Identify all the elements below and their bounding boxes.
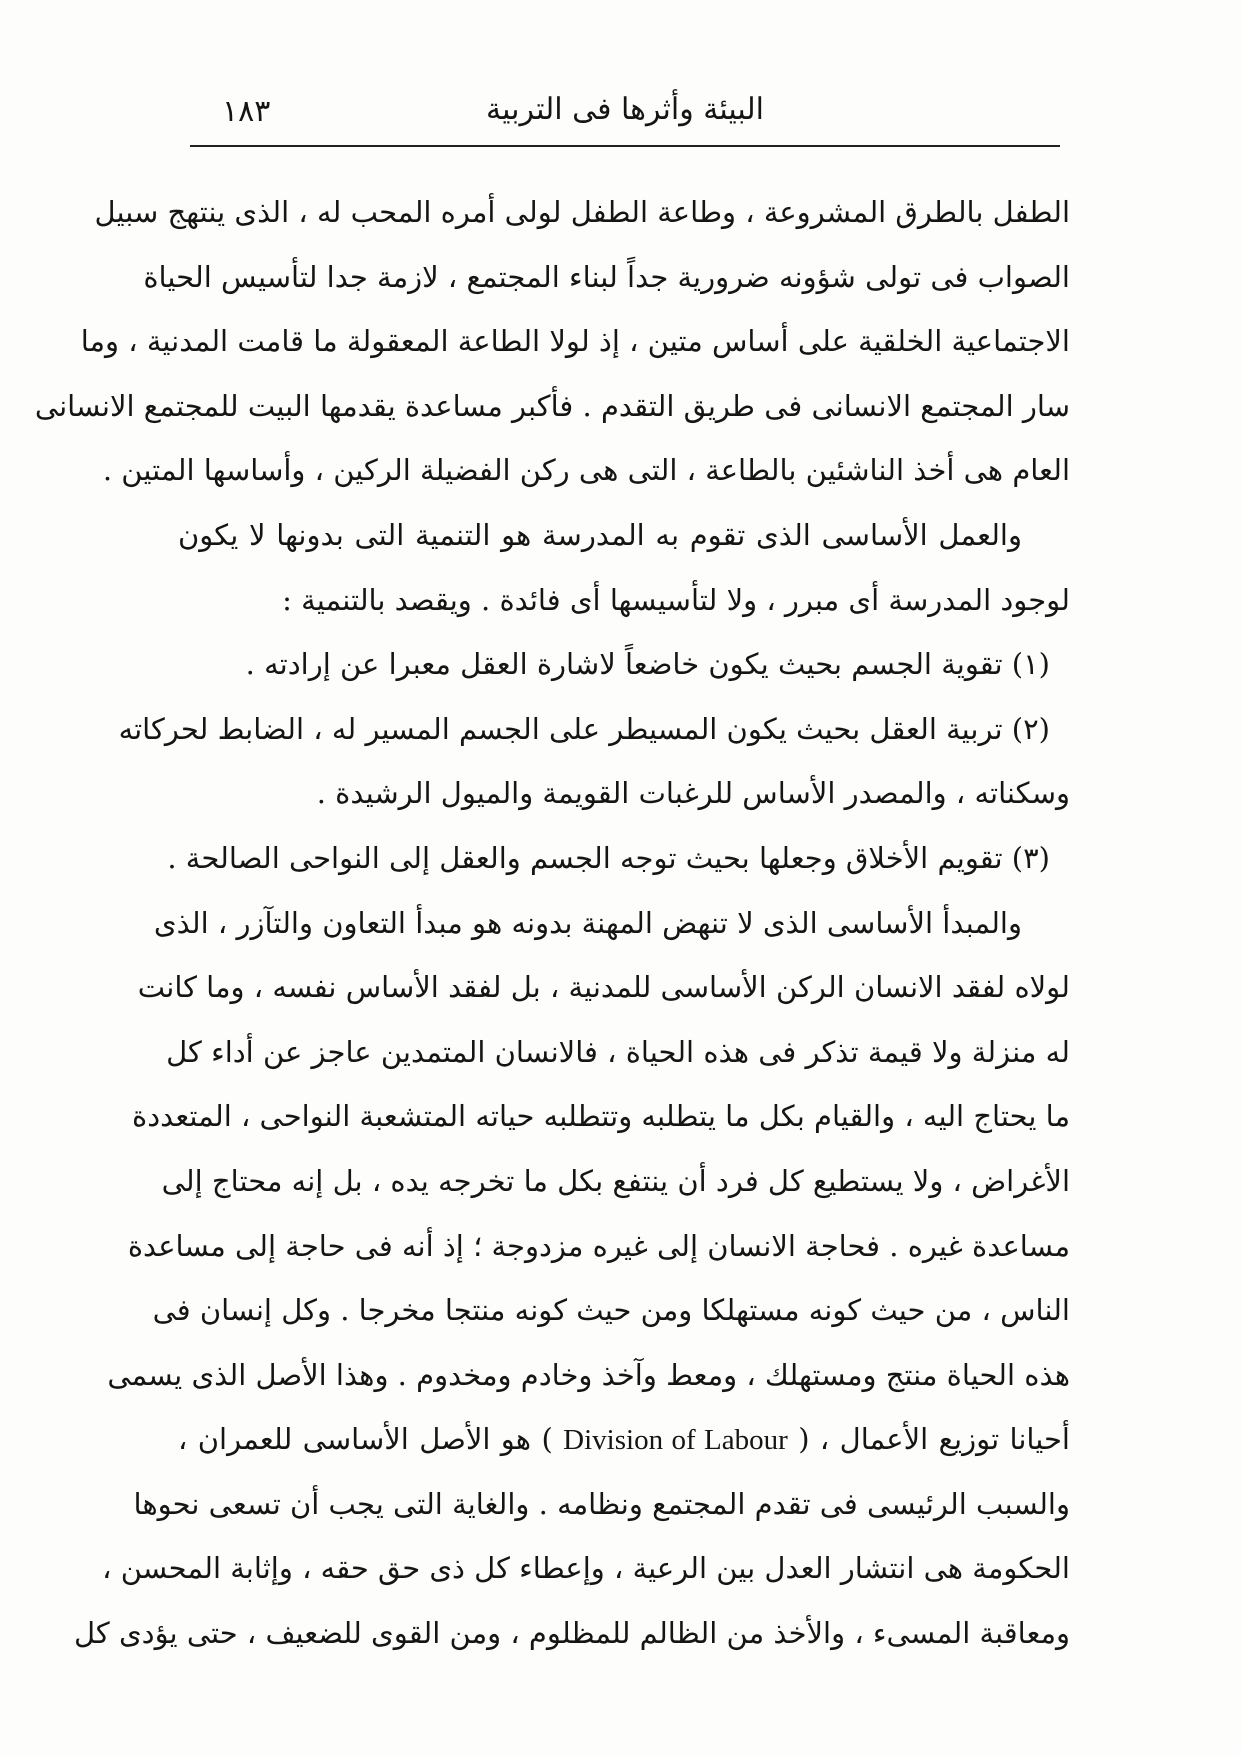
text-line: مساعدة غيره . فحاجة الانسان إلى غيره مزدوجة ؛ إذ أنه فى حاجة إلى مساعدة — [127, 1228, 1070, 1263]
line-tail: ) هو الأصل الأساسى للعمران ، — [178, 1422, 553, 1457]
text-line: هذه الحياة منتج ومستهلك ، ومعط وآخذ وخادم ومخدوم . وهذا الأصل الذى يسمى — [107, 1357, 1070, 1392]
text-line-with-term — [178, 1407, 1070, 1472]
text-line: الحكومة هى انتشار العدل بين الرعية ، وإعطاء كل ذى حق حقه ، وإثابة المحسن ، — [102, 1551, 1070, 1586]
text-line: سار المجتمع الانسانى فى طريق التقدم . فأكبر مساعدة يقدمها البيت للمجتمع الانسانى — [34, 388, 1070, 423]
text-line: لوجود المدرسة أى مبرر ، ولا لتأسيسها أى فائدة . ويقصد بالتنمية : — [282, 582, 1070, 617]
text-line: ما يحتاج اليه ، والقيام بكل ما يتطلبه وتتطلبه حياته المتشعبة النواحى ، المتعددة — [132, 1099, 1070, 1134]
header-divider — [190, 145, 1060, 147]
text-line: والعمل الأساسى الذى تقوم به المدرسة هو التنمية التى بدونها لا يكون — [178, 517, 1022, 552]
list-item: (٣) تقويم الأخلاق وجعلها بحيث توجه الجسم والعقل إلى النواحى الصالحة . — [167, 840, 1050, 875]
running-title: البيئة وأثرها فى التربية — [486, 92, 764, 127]
list-item: (١) تقوية الجسم بحيث يكون خاضعاً لاشارة العقل معبرا عن إرادته . — [245, 647, 1050, 682]
english-term: Division of Labour — [563, 1424, 788, 1457]
text-line: له منزلة ولا قيمة تذكر فى هذه الحياة ، فالانسان المتمدين عاجز عن أداء كل — [166, 1034, 1070, 1069]
text-line: العام هى أخذ الناشئين بالطاعة ، التى هى ركن الفضيلة الركين ، وأساسها المتين . — [102, 453, 1070, 488]
text-line: والسبب الرئيسى فى تقدم المجتمع ونظامه . والغاية التى يجب أن تسعى نحوها — [133, 1486, 1070, 1521]
page-number: ١٨٣ — [222, 94, 271, 129]
body-text — [34, 180, 1070, 1666]
list-item: (٢) تربية العقل بحيث يكون المسيطر على الجسم المسير له ، الضابط لحركاته — [118, 711, 1050, 746]
text-line: الاجتماعية الخلقية على أساس متين ، إذ لولا الطاعة المعقولة ما قامت المدنية ، وما — [80, 324, 1070, 359]
text-line: الطفل بالطرق المشروعة ، وطاعة الطفل لولى أمره المحب له ، الذى ينتهج سبيل — [94, 195, 1070, 229]
text-line: الناس ، من حيث كونه مستهلكا ومن حيث كونه منتجا مخرجا . وكل إنسان فى — [152, 1293, 1070, 1328]
text-line: لولاه لفقد الانسان الركن الأساسى للمدنية ، بل لفقد الأساس نفسه ، وما كانت — [137, 970, 1070, 1005]
text-line: ومعاقبة المسىء ، والأخذ من الظالم للمظلوم ، ومن القوى للضعيف ، حتى يؤدى كل — [73, 1616, 1070, 1651]
line-head: أحيانا توزيع الأعمال ، ( — [798, 1422, 1070, 1457]
text-line: والمبدأ الأساسى الذى لا تنهض المهنة بدونه هو مبدأ التعاون والتآزر ، الذى — [153, 905, 1022, 940]
text-line: وسكناته ، والمصدر الأساس للرغبات القويمة والميول الرشيدة . — [316, 776, 1070, 811]
text-line: الأغراض ، ولا يستطيع كل فرد أن ينتفع بكل ما تخرجه يده ، بل إنه محتاج إلى — [161, 1163, 1070, 1198]
running-header — [190, 92, 1060, 152]
text-line: الصواب فى تولى شؤونه ضرورية جداً لبناء المجتمع ، لازمة جدا لتأسيس الحياة — [143, 259, 1070, 294]
